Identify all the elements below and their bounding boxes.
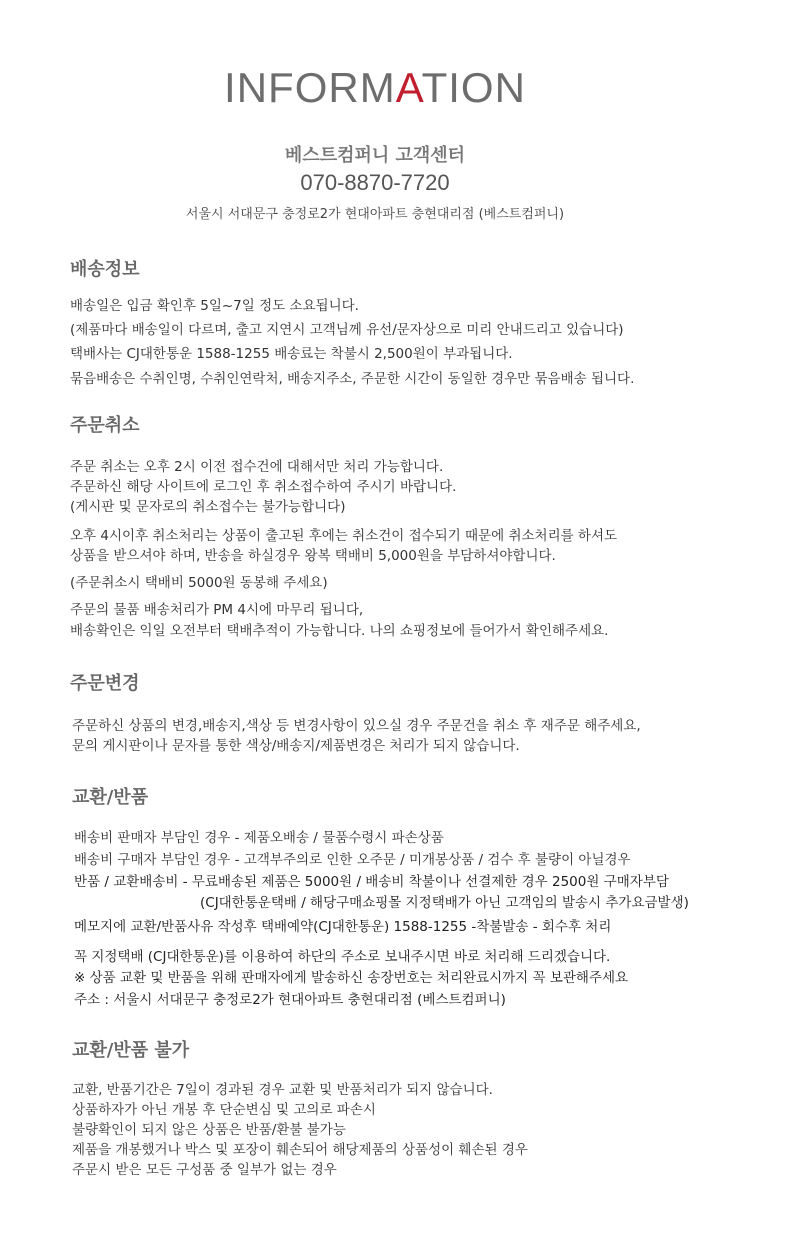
cancel-line: (주문취소시 택배비 5000원 동봉해 주세요) [70, 575, 328, 591]
cancel-line: 상품을 받으셔야 하며, 반송을 하실경우 왕복 택배비 5,000원을 부담하셔야합니다. [70, 548, 556, 564]
shipping-line: 배송일은 입금 확인후 5일~7일 정도 소요됩니다. [70, 298, 359, 314]
change-line: 문의 게시판이나 문자를 통한 색상/배송지/제품변경은 처리가 되지 않습니다. [72, 738, 520, 754]
section-title-shipping: 배송정보 [70, 259, 140, 280]
exchange-line: ※ 상품 교환 및 반품을 위해 판매자에게 발송하신 송장번호는 처리완료시까지 꼭 보관해주세요 [74, 970, 629, 986]
section-title-no-exchange: 교환/반품 불가 [72, 1040, 190, 1061]
cancel-line: 배송확인은 익일 오전부터 택배추적이 가능합니다. 나의 쇼핑정보에 들어가서 확인해주세요. [70, 623, 609, 639]
section-title-cancel: 주문취소 [70, 415, 140, 436]
exchange-line: 배송비 판매자 부담인 경우 - 제품오배송 / 물품수령시 파손상품 [74, 830, 444, 846]
no-exchange-line: 불량확인이 되지 않은 상품은 반품/환불 불가능 [72, 1122, 346, 1138]
cancel-line: (게시판 및 문자로의 취소접수는 불가능합니다) [70, 499, 346, 515]
shipping-line: (제품마다 배송일이 다르며, 출고 지연시 고객님께 유선/문자상으로 미리 안내드리고 있습니다) [70, 322, 624, 338]
no-exchange-line: 상품하자가 아닌 개봉 후 단순변심 및 고의로 파손시 [72, 1102, 376, 1118]
no-exchange-line: 제품을 개봉했거나 박스 및 포장이 훼손되어 해당제품의 상품성이 훼손된 경우 [72, 1142, 528, 1158]
information-title [0, 64, 750, 112]
no-exchange-line: 주문시 받은 모든 구성품 중 일부가 없는 경우 [72, 1162, 337, 1178]
shipping-line: 택배사는 CJ대한통운 1588-1255 배송료는 착불시 2,500원이 부과됩니다. [70, 346, 513, 362]
exchange-line: (CJ대한통운택배 / 해당구매쇼핑몰 지정택배가 아닌 고객임의 발송시 추가요금발생) [200, 895, 689, 911]
exchange-line: 주소 : 서울시 서대문구 충정로2가 현대아파트 충현대리점 (베스트컴퍼니) [74, 992, 506, 1008]
company-address: 서울시 서대문구 충정로2가 현대아파트 충현대리점 (베스트컴퍼니) [185, 207, 565, 222]
cancel-line: 주문 취소는 오후 2시 이전 접수건에 대해서만 처리 가능합니다. [70, 459, 444, 475]
cancel-line: 주문하신 해당 사이트에 로그인 후 취소접수하여 주시기 바랍니다. [70, 479, 457, 495]
exchange-line: 꼭 지정택배 (CJ대한통운)를 이용하여 하단의 주소로 보내주시면 바로 처리해 드리겠습니다. [74, 949, 611, 965]
company-name: 베스트컴퍼니 고객센터 [284, 145, 466, 166]
phone-number: 070-8870-7720 [300, 170, 450, 195]
title-part-1: INFORM [224, 64, 396, 111]
title-part-2: TION [421, 64, 526, 111]
section-title-exchange: 교환/반품 [72, 787, 149, 808]
exchange-line: 메모지에 교환/반품사유 작성후 택배예약(CJ대한통운) 1588-1255 -착불발송 - 회수후 처리 [74, 919, 612, 935]
shipping-line: 묶음배송은 수취인명, 수취인연락처, 배송지주소, 주문한 시간이 동일한 경우만 묶음배송 됩니다. [70, 371, 635, 387]
no-exchange-line: 교환, 반품기간은 7일이 경과된 경우 교환 및 반품처리가 되지 않습니다. [72, 1082, 493, 1098]
cancel-line: 주문의 물품 배송처리가 PM 4시에 마무리 됩니다, [70, 602, 364, 618]
cancel-line: 오후 4시이후 취소처리는 상품이 출고된 후에는 취소건이 접수되기 때문에 취소처리를 하셔도 [70, 528, 618, 544]
exchange-line: 배송비 구매자 부담인 경우 - 고객부주의로 인한 오주문 / 미개봉상품 / 검수 후 불량이 아닐경우 [74, 852, 631, 868]
section-title-change: 주문변경 [70, 673, 140, 694]
change-line: 주문하신 상품의 변경,배송지,색상 등 변경사항이 있으실 경우 주문건을 취소 후 재주문 해주세요, [72, 718, 641, 734]
exchange-line: 반품 / 교환배송비 - 무료배송된 제품은 5000원 / 배송비 착불이나 선결제한 경우 2500원 구매자부담 [74, 874, 669, 890]
title-accent-letter: A [395, 64, 422, 111]
